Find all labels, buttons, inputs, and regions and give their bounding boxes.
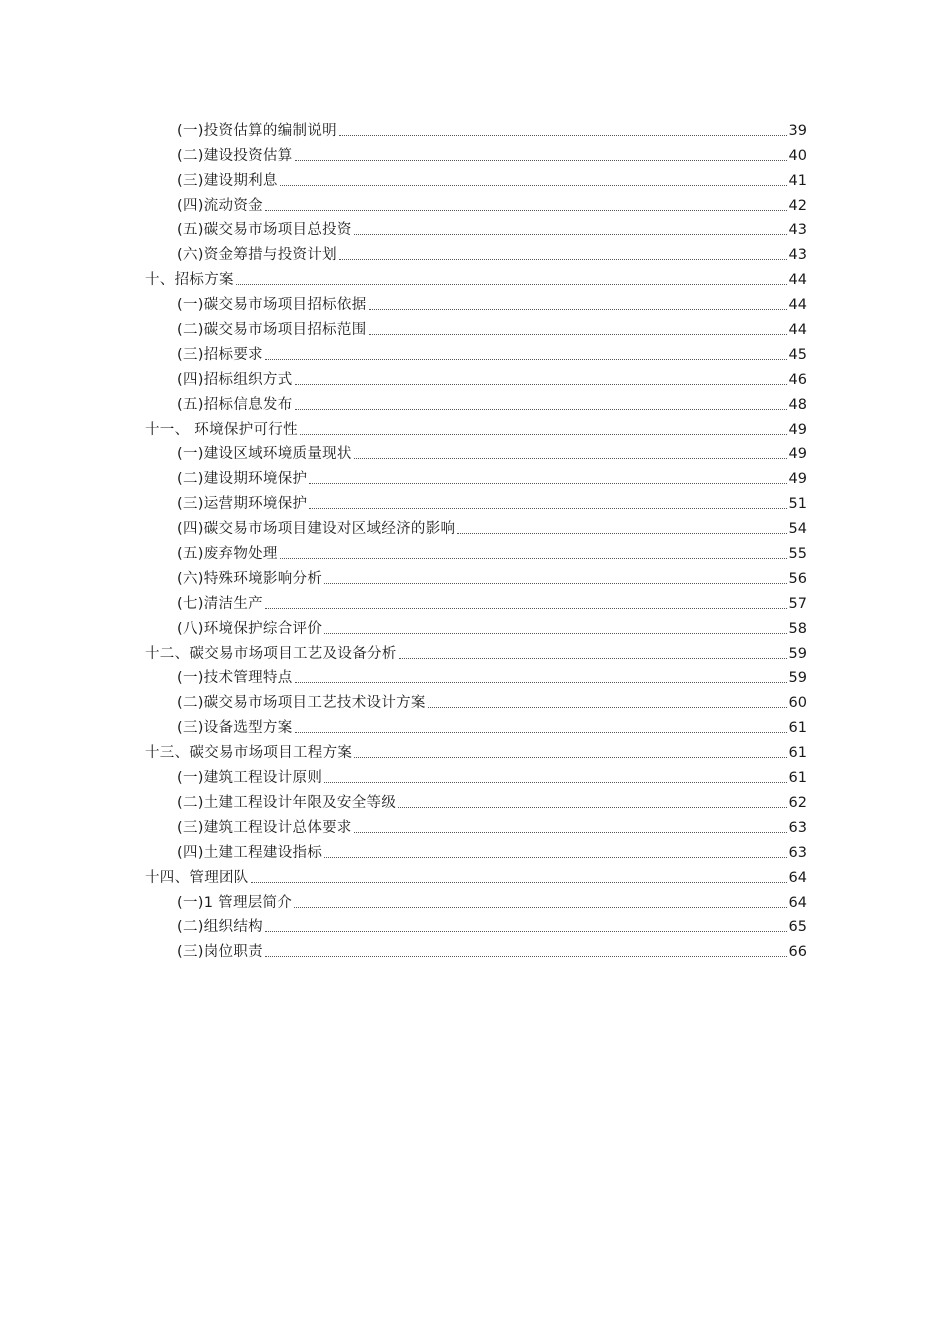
toc-section-entry[interactable] xyxy=(145,888,807,913)
toc-entry-title: (三)建筑工程设计总体要求 xyxy=(177,819,352,836)
toc-dot-leader xyxy=(339,134,787,136)
toc-dot-leader xyxy=(339,258,787,260)
toc-dot-leader xyxy=(295,383,787,385)
toc-page-number: 45 xyxy=(788,346,807,363)
toc-page-number: 46 xyxy=(788,371,807,388)
toc-entry-title: (三)设备选型方案 xyxy=(177,720,293,737)
toc-dot-leader xyxy=(265,209,787,211)
table-of-contents xyxy=(145,116,807,962)
toc-page-number: 63 xyxy=(788,844,807,861)
toc-section-entry[interactable] xyxy=(145,365,807,390)
toc-section-entry[interactable] xyxy=(145,763,807,788)
toc-entry-title: 十三、碳交易市场项目工程方案 xyxy=(145,745,353,762)
toc-page-number: 43 xyxy=(788,247,807,264)
toc-page-number: 44 xyxy=(788,297,807,314)
toc-page-number: 42 xyxy=(788,197,807,214)
toc-section-entry[interactable] xyxy=(145,240,807,265)
toc-entry-title: (三)运营期环境保护 xyxy=(177,496,308,513)
toc-dot-leader xyxy=(309,507,786,509)
toc-page-number: 62 xyxy=(788,794,807,811)
toc-section-entry[interactable] xyxy=(145,340,807,365)
toc-entry-title: (三)招标要求 xyxy=(177,346,263,363)
toc-section-entry[interactable] xyxy=(145,713,807,738)
toc-section-entry[interactable] xyxy=(145,464,807,489)
toc-entry-title: (四)土建工程建设指标 xyxy=(177,844,323,861)
toc-dot-leader xyxy=(369,308,787,310)
toc-entry-title: (七)清洁生产 xyxy=(177,595,263,612)
toc-dot-leader xyxy=(236,283,787,285)
toc-page-number: 66 xyxy=(788,944,807,961)
toc-dot-leader xyxy=(354,756,786,758)
toc-entry-title: (三)岗位职责 xyxy=(177,944,263,961)
toc-dot-leader xyxy=(309,482,786,484)
toc-section-entry[interactable] xyxy=(145,838,807,863)
toc-entry-title: (三)建设期利息 xyxy=(177,172,278,189)
toc-section-entry[interactable] xyxy=(145,116,807,141)
toc-chapter-entry[interactable] xyxy=(145,265,807,290)
toc-page-number: 44 xyxy=(788,272,807,289)
toc-entry-title: (六)资金筹措与投资计划 xyxy=(177,247,337,264)
toc-entry-title: 十二、碳交易市场项目工艺及设备分析 xyxy=(145,645,397,662)
toc-page-number: 61 xyxy=(788,770,807,787)
toc-section-entry[interactable] xyxy=(145,937,807,962)
toc-dot-leader xyxy=(265,358,787,360)
toc-entry-title: (五)废弃物处理 xyxy=(177,546,278,563)
toc-entry-title: 十一、 环境保护可行性 xyxy=(145,421,298,438)
toc-dot-leader xyxy=(428,706,787,708)
toc-entry-title: (二)建设投资估算 xyxy=(177,147,293,164)
toc-entry-title: (五)招标信息发布 xyxy=(177,396,293,413)
toc-page-number: 49 xyxy=(788,446,807,463)
toc-dot-leader xyxy=(324,856,786,858)
toc-entry-title: (五)碳交易市场项目总投资 xyxy=(177,222,352,239)
toc-dot-leader xyxy=(300,433,787,435)
toc-page-number: 59 xyxy=(788,670,807,687)
toc-section-entry[interactable] xyxy=(145,539,807,564)
toc-entry-title: (一)投资估算的编制说明 xyxy=(177,122,337,139)
toc-page-number: 40 xyxy=(788,147,807,164)
toc-page-number: 51 xyxy=(788,496,807,513)
toc-section-entry[interactable] xyxy=(145,440,807,465)
toc-page-number: 56 xyxy=(788,570,807,587)
toc-section-entry[interactable] xyxy=(145,191,807,216)
toc-page-number: 63 xyxy=(788,819,807,836)
toc-dot-leader xyxy=(295,681,787,683)
toc-dot-leader xyxy=(399,657,787,659)
toc-section-entry[interactable] xyxy=(145,216,807,241)
toc-entry-title: (八)环境保护综合评价 xyxy=(177,620,323,637)
toc-chapter-entry[interactable] xyxy=(145,863,807,888)
toc-dot-leader xyxy=(398,806,786,808)
toc-page-number: 54 xyxy=(788,521,807,538)
toc-dot-leader xyxy=(354,831,787,833)
toc-dot-leader xyxy=(295,408,787,410)
toc-entry-title: (二)组织结构 xyxy=(177,919,263,936)
toc-section-entry[interactable] xyxy=(145,489,807,514)
toc-chapter-entry[interactable] xyxy=(145,639,807,664)
toc-page-number: 61 xyxy=(788,745,807,762)
toc-entry-title: (二)土建工程设计年限及安全等级 xyxy=(177,794,397,811)
toc-dot-leader xyxy=(265,930,787,932)
toc-dot-leader xyxy=(324,781,786,783)
toc-page-number: 41 xyxy=(788,172,807,189)
toc-page-number: 65 xyxy=(788,919,807,936)
toc-section-entry[interactable] xyxy=(145,688,807,713)
toc-page-number: 58 xyxy=(788,620,807,637)
toc-section-entry[interactable] xyxy=(145,166,807,191)
toc-page-number: 57 xyxy=(788,595,807,612)
toc-section-entry[interactable] xyxy=(145,564,807,589)
toc-dot-leader xyxy=(324,582,786,584)
toc-page-number: 60 xyxy=(788,695,807,712)
toc-page-number: 49 xyxy=(788,421,807,438)
toc-section-entry[interactable] xyxy=(145,788,807,813)
toc-entry-title: (四)流动资金 xyxy=(177,197,263,214)
toc-page-number: 64 xyxy=(788,869,807,886)
toc-entry-title: (一)建筑工程设计原则 xyxy=(177,770,323,787)
toc-dot-leader xyxy=(369,333,787,335)
toc-dot-leader xyxy=(265,607,787,609)
toc-section-entry[interactable] xyxy=(145,290,807,315)
toc-section-entry[interactable] xyxy=(145,315,807,340)
toc-dot-leader xyxy=(354,457,787,459)
toc-entry-title: (一)建设区域环境质量现状 xyxy=(177,446,352,463)
toc-entry-title: (一)1 管理层简介 xyxy=(177,894,293,911)
toc-entry-title: (二)碳交易市场项目招标范围 xyxy=(177,322,367,339)
toc-entry-title: (二)建设期环境保护 xyxy=(177,471,308,488)
toc-page-number: 55 xyxy=(788,546,807,563)
toc-dot-leader xyxy=(457,532,786,534)
toc-page-number: 39 xyxy=(788,122,807,139)
toc-chapter-entry[interactable] xyxy=(145,738,807,763)
toc-page-number: 59 xyxy=(788,645,807,662)
toc-dot-leader xyxy=(265,955,787,957)
toc-section-entry[interactable] xyxy=(145,664,807,689)
toc-section-entry[interactable] xyxy=(145,589,807,614)
toc-entry-title: (四)招标组织方式 xyxy=(177,371,293,388)
toc-entry-title: (二)碳交易市场项目工艺技术设计方案 xyxy=(177,695,426,712)
toc-dot-leader xyxy=(251,881,787,883)
toc-dot-leader xyxy=(324,632,786,634)
toc-entry-title: (六)特殊环境影响分析 xyxy=(177,570,323,587)
toc-dot-leader xyxy=(295,159,787,161)
toc-page-number: 44 xyxy=(788,322,807,339)
toc-entry-title: (一)碳交易市场项目招标依据 xyxy=(177,297,367,314)
toc-dot-leader xyxy=(294,906,786,908)
toc-section-entry[interactable] xyxy=(145,514,807,539)
toc-dot-leader xyxy=(280,557,787,559)
toc-page-number: 48 xyxy=(788,396,807,413)
toc-chapter-entry[interactable] xyxy=(145,415,807,440)
toc-dot-leader xyxy=(280,184,787,186)
toc-page-number: 61 xyxy=(788,720,807,737)
toc-section-entry[interactable] xyxy=(145,390,807,415)
toc-page-number: 49 xyxy=(788,471,807,488)
toc-section-entry[interactable] xyxy=(145,813,807,838)
toc-section-entry[interactable] xyxy=(145,913,807,938)
toc-section-entry[interactable] xyxy=(145,141,807,166)
toc-dot-leader xyxy=(354,233,787,235)
toc-section-entry[interactable] xyxy=(145,614,807,639)
toc-entry-title: 十、招标方案 xyxy=(145,272,234,289)
toc-dot-leader xyxy=(295,731,787,733)
toc-entry-title: (四)碳交易市场项目建设对区域经济的影响 xyxy=(177,521,456,538)
toc-entry-title: 十四、管理团队 xyxy=(145,869,249,886)
toc-page-number: 43 xyxy=(788,222,807,239)
toc-entry-title: (一)技术管理特点 xyxy=(177,670,293,687)
toc-page-number: 64 xyxy=(788,894,807,911)
